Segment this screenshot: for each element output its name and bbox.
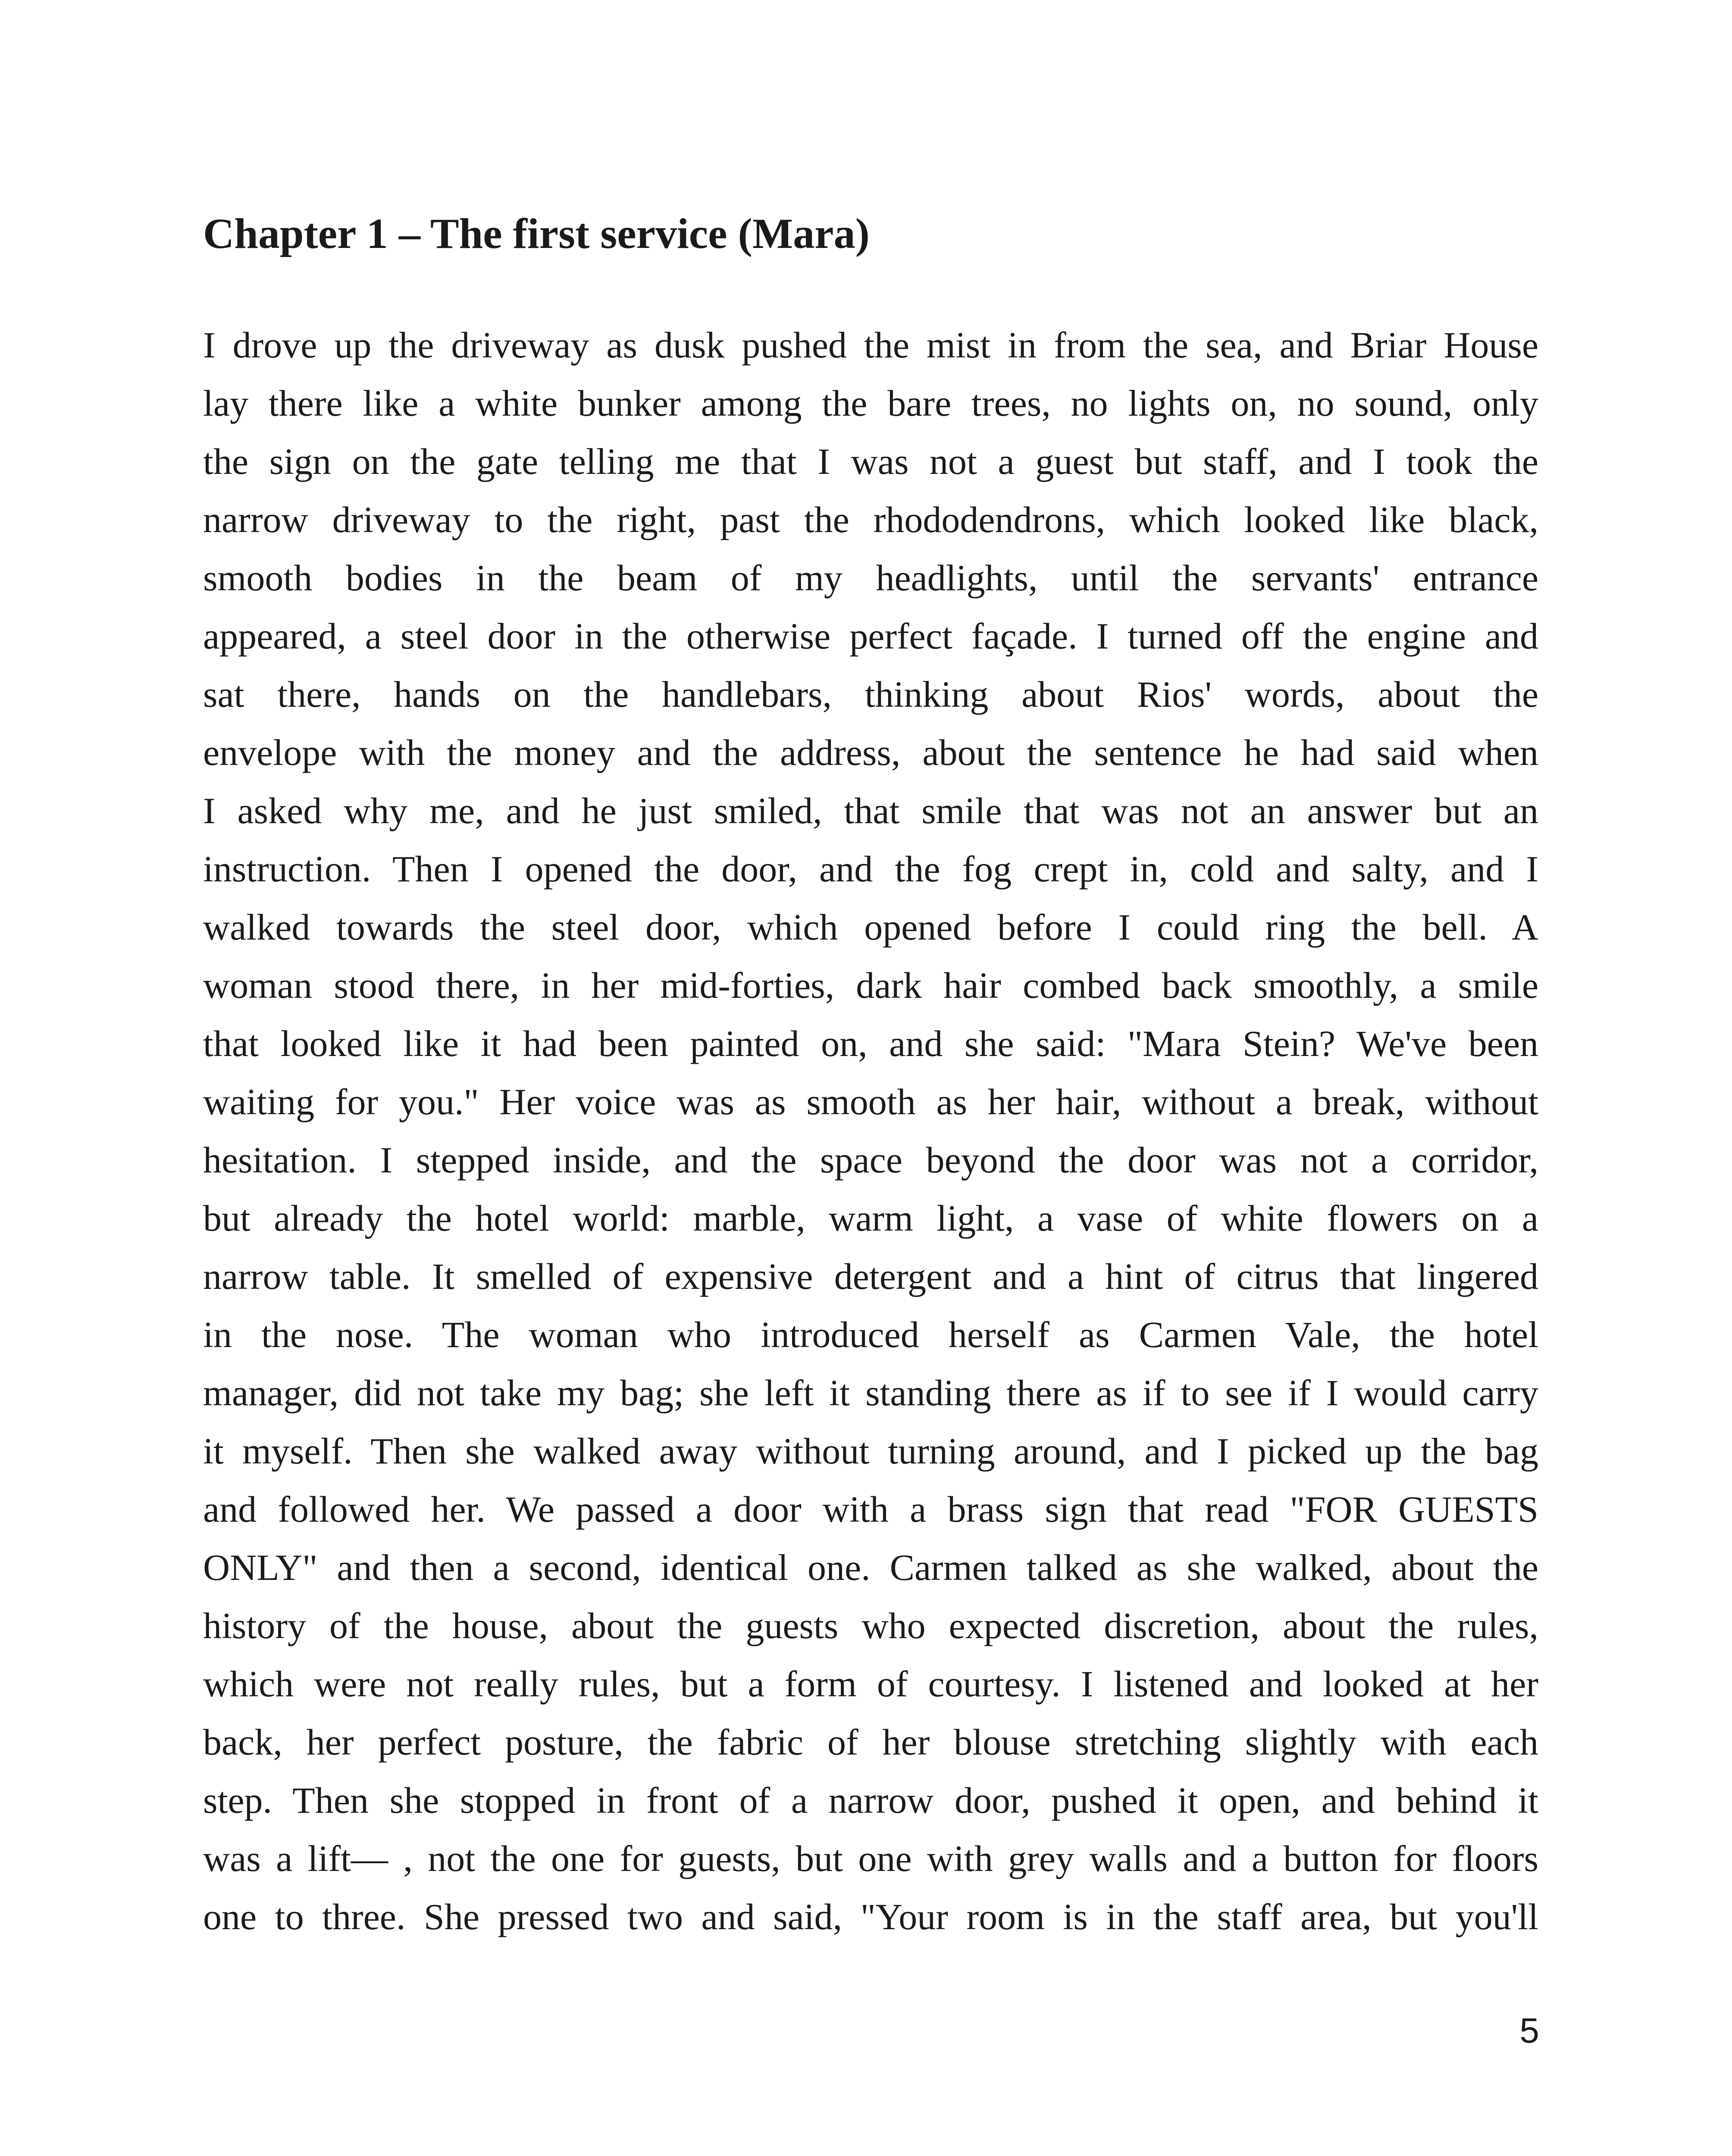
chapter-title: Chapter 1 – The first service (Mara) [203,210,870,257]
text-line: the sign on the gate telling me that I was not a guest but staff, and I took the [203,441,1538,482]
text-line: in the nose. The woman who introduced herself as Carmen Vale, the hotel [203,1314,1538,1355]
text-line: step. Then she stopped in front of a narrow door, pushed it open, and behind it [203,1780,1538,1821]
text-line: hesitation. I stepped inside, and the space beyond the door was not a corridor, [203,1139,1538,1181]
text-line: which were not really rules, but a form of courtesy. I listened and looked at her [203,1663,1538,1705]
page-number: 5 [1519,2011,1539,2050]
text-line: but already the hotel world: marble, warm light, a vase of white flowers on a [203,1197,1538,1239]
text-line: narrow driveway to the right, past the rhododendrons, which looked like black, [203,499,1538,540]
text-line: appeared, a steel door in the otherwise perfect façade. I turned off the engine and [203,615,1538,657]
text-line: manager, did not take my bag; she left it standing there as if to see if I would carry [203,1372,1538,1413]
text-line: woman stood there, in her mid-forties, dark hair combed back smoothly, a smile [203,965,1538,1006]
text-line: one to three. She pressed two and said, "Your room is in the staff area, but you'll [203,1896,1538,1937]
text-line: I drove up the driveway as dusk pushed the mist in from the sea, and Briar House [203,324,1538,366]
text-line: I asked why me, and he just smiled, that smile that was not an answer but an [203,790,1538,831]
text-line: and followed her. We passed a door with a brass sign that read "FOR GUESTS [203,1489,1538,1530]
chapter-body-paragraph [203,316,1538,1946]
text-line: waiting for you." Her voice was as smooth as her hair, without a break, without [203,1081,1538,1122]
text-line: instruction. Then I opened the door, and the fog crept in, cold and salty, and I [203,848,1538,890]
text-line: narrow table. It smelled of expensive detergent and a hint of citrus that lingered [203,1256,1538,1297]
text-line: that looked like it had been painted on, and she said: "Mara Stein? We've been [203,1023,1538,1064]
text-line: back, her perfect posture, the fabric of her blouse stretching slightly with each [203,1721,1538,1763]
text-line: walked towards the steel door, which opened before I could ring the bell. A [203,906,1538,948]
text-line: ONLY" and then a second, identical one. Carmen talked as she walked, about the [203,1547,1538,1588]
text-line: history of the house, about the guests who expected discretion, about the rules, [203,1605,1538,1646]
text-line: sat there, hands on the handlebars, thinking about Rios' words, about the [203,674,1538,715]
text-line: smooth bodies in the beam of my headlights, until the servants' entrance [203,557,1538,599]
text-line: envelope with the money and the address, about the sentence he had said when [203,732,1538,773]
text-line: lay there like a white bunker among the bare trees, no lights on, no sound, only [203,382,1538,424]
text-line: it myself. Then she walked away without turning around, and I picked up the bag [203,1430,1538,1472]
text-line: was a lift— , not the one for guests, but one with grey walls and a button for floors [203,1838,1538,1879]
